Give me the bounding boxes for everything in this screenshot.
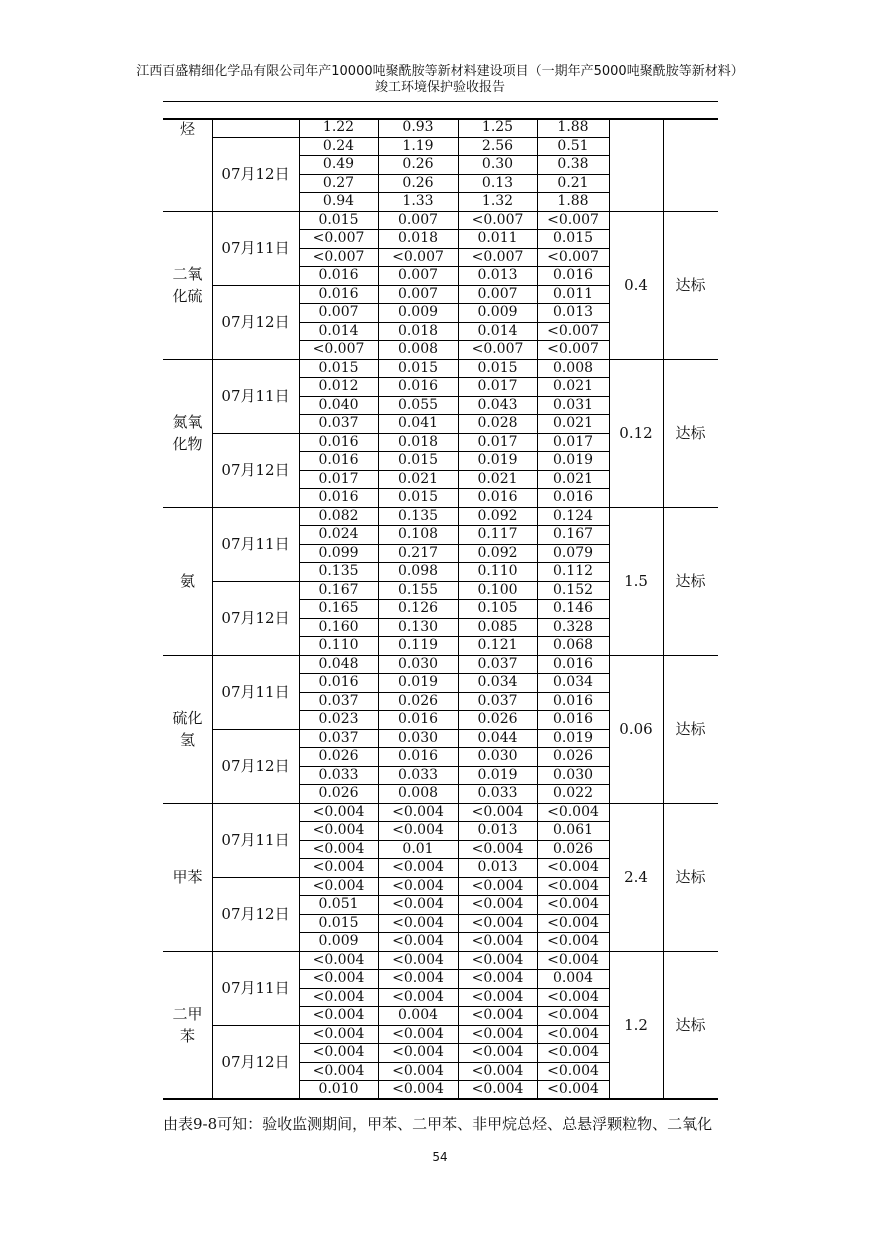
value-cell: 0.119 [397,637,439,653]
parameter-name-line: 二氧 [172,264,203,283]
value-cell: 0.007 [318,304,359,320]
sample-date: 07月11日 [221,238,290,257]
compliance-result: 达标 [675,571,706,590]
value-cell: 0.043 [477,396,518,413]
value-cell: 0.061 [552,822,594,838]
value-cell: 0.27 [322,174,355,191]
value-cell: 0.031 [552,396,594,413]
sample-date: 07月11日 [221,386,290,405]
parameter-name [163,263,212,307]
parameter-name-line: 甲苯 [172,867,203,886]
value-cell: <0.004 [392,1062,444,1079]
page-number: 54 [432,1150,448,1164]
value-cell: 0.016 [477,489,518,505]
value-cell: 0.015 [397,452,439,468]
value-cell: 0.016 [552,711,594,727]
value-cell: 0.016 [318,674,359,690]
value-cell: 0.013 [477,859,518,875]
value-cell: <0.004 [471,933,524,949]
standard-limit: 0.4 [624,275,648,294]
value-cell: 1.22 [322,119,355,135]
value-cell: 0.098 [397,563,439,579]
header-rule [163,101,718,102]
value-cell: 1.32 [481,193,514,209]
value-cell: <0.004 [392,803,444,820]
value-cell: <0.007 [547,248,599,265]
value-cell: 0.037 [318,415,359,431]
value-cell: <0.004 [547,1081,599,1097]
value-cell: <0.004 [471,896,524,912]
value-cell: <0.004 [392,1025,444,1042]
compliance-result: 达标 [675,1015,706,1034]
parameter-name-line: 化物 [172,434,203,453]
value-cell: 0.30 [481,156,514,172]
value-cell: <0.004 [312,840,365,857]
value-cell: <0.004 [471,1081,524,1097]
value-cell: 0.016 [397,378,439,394]
value-cell: 0.016 [318,452,359,468]
value-cell: <0.004 [547,1044,599,1060]
value-cell: 0.021 [477,470,518,487]
value-cell: 0.068 [552,637,594,653]
parameter-name-line: 二甲 [172,1004,203,1023]
parameter-name: 烃 [179,120,195,138]
parameter-name-line: 氨 [179,571,195,590]
value-cell: 0.135 [397,507,439,524]
value-cell: 0.126 [397,600,439,616]
value-cell: <0.004 [392,1044,444,1060]
value-cell: 0.021 [552,378,594,394]
value-cell: 0.030 [477,748,518,764]
value-cell: <0.004 [471,1025,524,1042]
value-cell: <0.004 [471,803,524,820]
value-cell: 0.041 [397,415,439,431]
value-cell: 0.011 [552,285,594,302]
value-cell: <0.004 [392,877,444,894]
value-cell: 0.105 [477,600,518,616]
value-cell: 0.328 [552,618,594,635]
parameter-name [163,411,212,455]
value-cell: <0.007 [312,230,365,246]
value-cell: 0.015 [397,359,439,376]
value-cell: 0.24 [322,137,355,154]
value-cell: 0.037 [318,729,359,746]
value-cell: 0.117 [477,526,518,542]
value-cell: <0.004 [392,896,444,912]
value-cell: 0.152 [552,581,594,598]
value-cell: 0.165 [318,600,359,616]
value-cell: 0.108 [397,526,439,542]
value-cell: 0.016 [318,489,359,505]
value-cell: <0.004 [471,988,524,1005]
value-cell: <0.007 [312,341,365,357]
value-cell: 0.014 [477,322,518,339]
sample-date: 07月12日 [221,312,290,331]
summary-paragraph: 由表9-8可知：验收监测期间，甲苯、二甲苯、非甲烷总烃、总悬浮颗粒物、二氧化 [163,1115,713,1133]
sample-date: 07月12日 [221,904,290,923]
value-cell: <0.004 [312,1007,365,1023]
value-cell: 0.21 [557,174,589,191]
value-cell: 0.013 [552,304,594,320]
value-cell: 0.019 [477,452,518,468]
value-cell: 0.019 [552,729,594,746]
value-cell: <0.007 [547,341,599,357]
value-cell: 0.009 [318,933,359,949]
value-cell: 0.082 [318,507,359,524]
value-cell: 0.93 [402,119,434,135]
compliance-result: 达标 [675,719,706,738]
value-cell: 0.023 [318,711,359,727]
value-cell: <0.007 [547,211,599,228]
value-cell: 0.49 [322,156,355,172]
value-cell: 0.022 [552,785,594,801]
parameter-name-line: 氮氧 [172,412,203,431]
value-cell: 0.100 [477,581,518,598]
value-cell: 0.51 [557,137,589,154]
value-cell: <0.004 [312,822,365,838]
value-cell: 0.004 [397,1007,439,1023]
value-cell: 0.017 [477,433,518,450]
value-cell: 0.016 [397,711,439,727]
value-cell: 1.33 [402,193,434,209]
value-cell: 0.092 [477,544,518,561]
value-cell: 0.037 [318,692,359,709]
value-cell: 0.055 [397,396,439,413]
value-cell: 0.014 [318,322,359,339]
parameter-name-line: 苯 [179,1026,195,1045]
value-cell: 0.007 [477,285,518,302]
value-cell: 0.010 [318,1081,359,1097]
value-cell: 2.56 [481,137,514,154]
value-cell: 1.25 [481,119,514,135]
value-cell: 0.021 [552,415,594,431]
value-cell: 0.037 [477,655,518,672]
value-cell: 0.021 [397,470,439,487]
value-cell: 0.015 [318,914,359,931]
value-cell: <0.004 [312,803,365,820]
value-cell: <0.007 [471,248,524,265]
value-cell: 0.015 [397,489,439,505]
value-cell: 0.017 [318,470,359,487]
value-cell: <0.004 [471,1007,524,1023]
value-cell: <0.004 [547,933,599,949]
value-cell: 0.016 [318,285,359,302]
value-cell: 0.016 [318,433,359,450]
value-cell: 0.009 [477,304,518,320]
value-cell: <0.004 [312,970,365,986]
value-cell: 0.019 [552,452,594,468]
value-cell: 0.040 [318,396,359,413]
sample-date: 07月12日 [221,164,290,183]
value-cell: 0.026 [397,692,439,709]
monitoring-data-table [163,118,718,1103]
value-cell: 0.051 [318,896,359,912]
value-cell: 0.033 [397,766,439,783]
value-cell: 0.013 [477,822,518,838]
value-cell: 0.034 [552,674,594,690]
value-cell: <0.004 [392,914,444,931]
value-cell: 0.94 [322,193,355,209]
sample-date: 07月12日 [221,460,290,479]
value-cell: 0.008 [397,785,439,801]
value-cell: <0.004 [312,988,365,1005]
value-cell: 0.009 [397,304,439,320]
value-cell: 0.037 [477,692,518,709]
parameter-name [163,707,212,751]
value-cell: 0.016 [318,267,359,283]
value-cell: 0.007 [397,267,439,283]
standard-limit: 0.12 [619,423,653,442]
value-cell: <0.004 [547,1062,599,1079]
value-cell: 0.019 [477,766,518,783]
parameter-name-line: 化硫 [172,286,203,305]
value-cell: 0.26 [402,174,434,191]
value-cell: <0.004 [312,1044,365,1060]
value-cell: 0.13 [481,174,514,191]
value-cell: <0.004 [392,988,444,1005]
value-cell: 0.028 [477,415,518,431]
value-cell: 0.030 [552,766,594,783]
value-cell: 0.021 [552,470,594,487]
value-cell: <0.004 [392,1081,444,1097]
value-cell: <0.004 [312,1025,365,1042]
value-cell: 0.026 [477,711,518,727]
value-cell: 0.008 [397,341,439,357]
compliance-result: 达标 [675,867,706,886]
value-cell: 0.017 [552,433,594,450]
value-cell: 0.124 [552,507,594,524]
sample-date: 07月12日 [221,756,290,775]
value-cell: <0.004 [312,1062,365,1079]
value-cell: <0.004 [547,896,599,912]
value-cell: 0.015 [552,230,594,246]
value-cell: 0.013 [477,267,518,283]
value-cell: 0.155 [397,581,439,598]
sample-date: 07月11日 [221,682,290,701]
value-cell: 0.011 [477,230,518,246]
value-cell: <0.004 [312,859,365,875]
value-cell: 0.026 [552,840,594,857]
standard-limit: 0.06 [619,719,653,738]
value-cell: 0.015 [318,359,359,376]
value-cell: <0.004 [547,914,599,931]
value-cell: 0.112 [552,563,594,579]
header-report-title: 竣工环境保护验收报告 [374,80,505,95]
compliance-result: 达标 [675,423,706,442]
value-cell: 0.016 [552,489,594,505]
sample-date: 07月11日 [221,830,290,849]
value-cell: 0.024 [318,526,359,542]
value-cell: <0.004 [312,951,365,968]
value-cell: <0.004 [471,840,524,857]
value-cell: <0.004 [547,859,599,875]
parameter-name [163,570,212,592]
value-cell: 0.015 [477,359,518,376]
value-cell: <0.007 [392,248,444,265]
parameter-name [163,866,212,888]
value-cell: 0.110 [318,637,359,653]
value-cell: 0.008 [552,359,594,376]
value-cell: 1.19 [402,137,434,154]
value-cell: 0.007 [397,211,439,228]
value-cell: <0.004 [547,803,599,820]
value-cell: <0.004 [547,988,599,1005]
report-header [0,64,880,96]
value-cell: 0.015 [318,211,359,228]
value-cell: 0.167 [552,526,594,542]
sample-date: 07月11日 [221,534,290,553]
header-project-title: 江西百盛精细化学品有限公司年产10000吨聚酰胺等新材料建设项目（一期年产5000吨聚酰胺等新材料） [136,64,744,79]
value-cell: 0.016 [552,267,594,283]
value-cell: 0.018 [397,433,439,450]
value-cell: 0.007 [397,285,439,302]
value-cell: 0.167 [318,581,359,598]
value-cell: 0.026 [552,748,594,764]
value-cell: <0.007 [312,248,365,265]
value-cell: <0.004 [312,877,365,894]
value-cell: 0.146 [552,600,594,616]
value-cell: 0.079 [552,544,594,561]
value-cell: <0.007 [547,322,599,339]
value-cell: 0.030 [397,729,439,746]
value-cell: <0.007 [471,211,524,228]
value-cell: <0.004 [392,970,444,986]
value-cell: 0.018 [397,230,439,246]
parameter-name [163,1003,212,1047]
value-cell: 0.012 [318,378,359,394]
value-cell: 0.160 [318,618,359,635]
value-cell: 0.01 [402,840,434,857]
standard-limit: 1.2 [624,1015,648,1034]
value-cell: 1.88 [557,193,589,209]
value-cell: 0.044 [477,729,518,746]
value-cell: 0.026 [318,748,359,764]
value-cell: <0.004 [547,1025,599,1042]
value-cell: <0.004 [547,877,599,894]
standard-limit: 1.5 [624,571,648,590]
value-cell: <0.004 [392,933,444,949]
value-cell: 0.017 [477,378,518,394]
value-cell: 0.004 [552,970,594,986]
value-cell: 0.135 [318,563,359,579]
value-cell: 0.099 [318,544,359,561]
value-cell: 0.026 [318,785,359,801]
value-cell: <0.004 [392,822,444,838]
value-cell: 1.88 [557,119,589,135]
value-cell: <0.004 [471,1062,524,1079]
standard-limit: 2.4 [624,867,648,886]
value-cell: 0.033 [318,766,359,783]
value-cell: 0.110 [477,563,518,579]
sample-date: 07月12日 [221,608,290,627]
value-cell: 0.38 [557,156,589,172]
value-cell: 0.016 [397,748,439,764]
value-cell: <0.004 [471,970,524,986]
value-cell: 0.092 [477,507,518,524]
parameter-name-line: 氢 [179,730,195,749]
value-cell: 0.030 [397,655,439,672]
value-cell: 0.019 [397,674,439,690]
value-cell: <0.004 [392,951,444,968]
parameter-name-line: 硫化 [172,708,203,727]
sample-date: 07月12日 [221,1052,290,1071]
value-cell: <0.004 [471,1044,524,1060]
value-cell: <0.004 [547,951,599,968]
value-cell: 0.26 [402,156,434,172]
value-cell: 0.048 [318,655,359,672]
sample-date: 07月11日 [221,978,290,997]
value-cell: 0.121 [477,637,518,653]
value-cell: <0.004 [471,877,524,894]
value-cell: 0.217 [397,544,439,561]
value-cell: <0.004 [471,914,524,931]
value-cell: <0.004 [392,859,444,875]
day-line [212,137,299,138]
value-cell: 0.033 [477,785,518,801]
value-cell: <0.004 [547,1007,599,1023]
value-cell: 0.034 [477,674,518,690]
value-cell: 0.018 [397,322,439,339]
value-cell: <0.004 [471,951,524,968]
value-cell: 0.085 [477,618,518,635]
value-cell: 0.016 [552,692,594,709]
compliance-result: 达标 [675,275,706,294]
value-cell: 0.130 [397,618,439,635]
value-cell: 0.016 [552,655,594,672]
value-cell: <0.007 [471,341,524,357]
